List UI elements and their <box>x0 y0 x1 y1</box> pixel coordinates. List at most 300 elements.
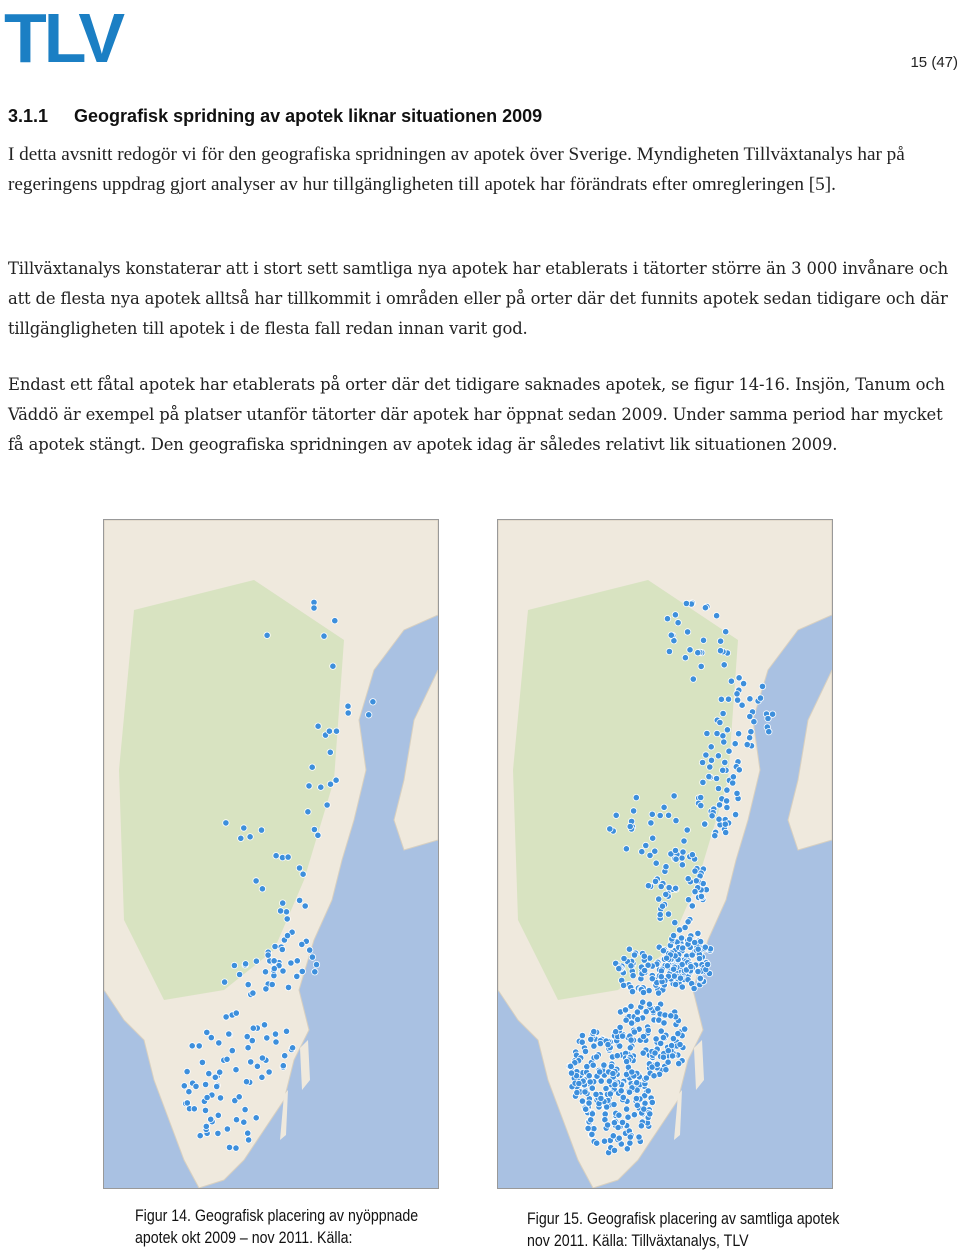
pharmacy-marker <box>215 1130 221 1136</box>
pharmacy-marker <box>273 853 279 859</box>
pharmacy-marker <box>672 885 678 891</box>
pharmacy-marker <box>233 1067 239 1073</box>
pharmacy-marker <box>247 834 253 840</box>
pharmacy-marker <box>673 817 679 823</box>
pharmacy-marker <box>259 886 265 892</box>
section-title: Geografisk spridning av apotek liknar situationen 2009 <box>74 106 543 126</box>
pharmacy-marker <box>730 780 736 786</box>
pharmacy-marker <box>746 735 752 741</box>
pharmacy-marker <box>610 1133 616 1139</box>
pharmacy-marker <box>700 779 706 785</box>
pharmacy-marker <box>672 981 678 987</box>
pharmacy-marker <box>732 811 738 817</box>
pharmacy-marker <box>713 775 719 781</box>
pharmacy-marker <box>226 1144 232 1150</box>
pharmacy-marker <box>759 683 765 689</box>
pharmacy-marker <box>679 862 685 868</box>
pharmacy-marker <box>574 1089 580 1095</box>
pharmacy-marker <box>271 965 277 971</box>
pharmacy-marker <box>217 1095 223 1101</box>
pharmacy-marker <box>248 1059 254 1065</box>
pharmacy-marker <box>660 1054 666 1060</box>
pharmacy-marker <box>726 748 732 754</box>
pharmacy-marker <box>634 1009 640 1015</box>
gotland-island <box>300 1040 310 1090</box>
pharmacy-marker <box>204 1029 210 1035</box>
pharmacy-marker <box>692 868 698 874</box>
pharmacy-marker <box>692 888 698 894</box>
pharmacy-marker <box>250 990 256 996</box>
pharmacy-marker <box>641 967 647 973</box>
pharmacy-marker <box>589 1085 595 1091</box>
pharmacy-marker <box>663 864 669 870</box>
pharmacy-marker <box>299 941 305 947</box>
pharmacy-marker <box>366 712 372 718</box>
pharmacy-marker <box>245 1137 251 1143</box>
pharmacy-marker <box>305 809 311 815</box>
pharmacy-marker <box>241 1119 247 1125</box>
pharmacy-marker <box>309 954 315 960</box>
pharmacy-marker <box>233 1117 239 1123</box>
pharmacy-marker <box>691 985 697 991</box>
pharmacy-marker <box>277 908 283 914</box>
pharmacy-marker <box>197 1133 203 1139</box>
pharmacy-marker <box>282 1053 288 1059</box>
pharmacy-marker <box>659 903 665 909</box>
pharmacy-marker <box>245 1130 251 1136</box>
pharmacy-marker <box>666 648 672 654</box>
pharmacy-marker <box>696 955 702 961</box>
tlv-logo <box>4 6 144 66</box>
pharmacy-marker <box>253 1115 259 1121</box>
pharmacy-marker <box>626 946 632 952</box>
pharmacy-marker <box>649 1099 655 1105</box>
pharmacy-marker <box>229 1047 235 1053</box>
pharmacy-marker <box>245 1045 251 1051</box>
figure-15-caption-line1: Figur 15. Geografisk placering av samtliga apotek <box>527 1210 840 1228</box>
pharmacy-marker <box>685 876 691 882</box>
pharmacy-marker <box>680 945 686 951</box>
pharmacy-marker <box>675 1030 681 1036</box>
pharmacy-marker <box>623 1106 629 1112</box>
pharmacy-marker <box>254 1063 260 1069</box>
pharmacy-marker <box>634 1102 640 1108</box>
pharmacy-marker <box>619 1033 625 1039</box>
pharmacy-marker <box>208 1034 214 1040</box>
pharmacy-marker <box>661 804 667 810</box>
pharmacy-marker <box>579 1039 585 1045</box>
pharmacy-marker <box>315 723 321 729</box>
pharmacy-marker <box>643 842 649 848</box>
pharmacy-marker <box>695 650 701 656</box>
pharmacy-marker <box>695 930 701 936</box>
pharmacy-marker <box>734 697 740 703</box>
pharmacy-marker <box>670 966 676 972</box>
pharmacy-marker <box>670 932 676 938</box>
pharmacy-marker <box>679 984 685 990</box>
pharmacy-marker <box>660 948 666 954</box>
pharmacy-marker <box>757 695 763 701</box>
pharmacy-marker <box>724 804 730 810</box>
pharmacy-marker <box>608 1063 614 1069</box>
pharmacy-marker <box>663 955 669 961</box>
pharmacy-marker <box>302 903 308 909</box>
pharmacy-marker <box>586 1073 592 1079</box>
pharmacy-marker <box>672 847 678 853</box>
pharmacy-marker <box>723 829 729 835</box>
pharmacy-marker <box>655 990 661 996</box>
pharmacy-marker <box>613 812 619 818</box>
pharmacy-marker <box>189 1043 195 1049</box>
pharmacy-marker <box>583 1106 589 1112</box>
pharmacy-marker <box>654 1061 660 1067</box>
pharmacy-marker <box>312 969 318 975</box>
pharmacy-marker <box>620 982 626 988</box>
pharmacy-marker <box>296 897 302 903</box>
pharmacy-marker <box>584 1063 590 1069</box>
pharmacy-marker <box>766 729 772 735</box>
pharmacy-marker <box>202 1081 208 1087</box>
pharmacy-marker <box>184 1068 190 1074</box>
pharmacy-marker <box>629 988 635 994</box>
pharmacy-marker <box>721 662 727 668</box>
figure-14-caption-line2: apotek okt 2009 – nov 2011. Källa: <box>135 1229 353 1247</box>
pharmacy-marker <box>662 1012 668 1018</box>
pharmacy-marker <box>695 968 701 974</box>
pharmacy-marker <box>707 764 713 770</box>
pharmacy-marker <box>718 696 724 702</box>
pharmacy-marker <box>645 1027 651 1033</box>
pharmacy-marker <box>665 1059 671 1065</box>
pharmacy-marker <box>629 1069 635 1075</box>
pharmacy-marker <box>585 1125 591 1131</box>
pharmacy-marker <box>266 1069 272 1075</box>
pharmacy-marker <box>605 1041 611 1047</box>
pharmacy-marker <box>716 802 722 808</box>
pharmacy-marker <box>631 1029 637 1035</box>
pharmacy-marker <box>616 965 622 971</box>
pharmacy-marker <box>722 821 728 827</box>
pharmacy-marker <box>591 1028 597 1034</box>
pharmacy-marker <box>284 916 290 922</box>
page-number: 15 (47) <box>910 54 958 71</box>
pharmacy-marker <box>611 1101 617 1107</box>
pharmacy-marker <box>693 878 699 884</box>
pharmacy-marker <box>597 1069 603 1075</box>
pharmacy-marker <box>640 1050 646 1056</box>
pharmacy-marker <box>700 637 706 643</box>
pharmacy-marker <box>669 1053 675 1059</box>
pharmacy-marker <box>687 647 693 653</box>
pharmacy-marker <box>723 629 729 635</box>
pharmacy-marker <box>642 1100 648 1106</box>
gotland-island <box>694 1040 704 1090</box>
pharmacy-marker <box>682 1026 688 1032</box>
pharmacy-marker <box>685 897 691 903</box>
pharmacy-marker <box>579 1032 585 1038</box>
pharmacy-marker <box>724 727 730 733</box>
pharmacy-marker <box>215 1112 221 1118</box>
pharmacy-marker <box>715 785 721 791</box>
pharmacy-marker <box>265 952 271 958</box>
pharmacy-marker <box>621 955 627 961</box>
figure-14-caption <box>135 1205 418 1249</box>
pharmacy-marker <box>658 1040 664 1046</box>
pharmacy-marker <box>318 784 324 790</box>
pharmacy-marker <box>698 893 704 899</box>
pharmacy-marker <box>645 883 651 889</box>
section-heading <box>8 106 542 127</box>
pharmacy-marker <box>682 655 688 661</box>
pharmacy-marker <box>588 1117 594 1123</box>
pharmacy-marker <box>594 1140 600 1146</box>
pharmacy-marker <box>645 1088 651 1094</box>
pharmacy-marker <box>689 852 695 858</box>
pharmacy-marker <box>649 811 655 817</box>
pharmacy-marker <box>582 1089 588 1095</box>
pharmacy-marker <box>345 710 351 716</box>
pharmacy-marker <box>306 783 312 789</box>
pharmacy-marker <box>203 1123 209 1129</box>
pharmacy-marker <box>734 691 740 697</box>
pharmacy-marker <box>315 832 321 838</box>
paragraph-intro: I detta avsnitt redogör vi för den geografiska spridningen av apotek över Sverige. Myndigheten Tillväxtanalys har på regeringens uppdrag gjort analyser av hur tillgängligheten till apotek har förändrats efter omregleringen [5]. <box>8 144 905 195</box>
pharmacy-marker <box>233 1145 239 1151</box>
pharmacy-marker <box>723 798 729 804</box>
pharmacy-marker <box>708 757 714 763</box>
pharmacy-marker <box>647 1111 653 1117</box>
pharmacy-marker <box>618 1088 624 1094</box>
pharmacy-marker <box>272 943 278 949</box>
pharmacy-marker <box>181 1083 187 1089</box>
pharmacy-marker <box>279 946 285 952</box>
sweden-map-new-pharmacies <box>104 520 438 1188</box>
pharmacy-marker <box>202 1107 208 1113</box>
pharmacy-marker <box>699 759 705 765</box>
pharmacy-marker <box>675 620 681 626</box>
pharmacy-marker <box>591 1043 597 1049</box>
pharmacy-marker <box>641 1106 647 1112</box>
pharmacy-marker <box>689 903 695 909</box>
pharmacy-marker <box>324 802 330 808</box>
pharmacy-marker <box>184 1100 190 1106</box>
sweden-map-all-pharmacies <box>498 520 832 1188</box>
pharmacy-marker <box>739 702 745 708</box>
pharmacy-marker <box>582 1048 588 1054</box>
pharmacy-marker <box>656 896 662 902</box>
pharmacy-marker <box>666 884 672 890</box>
pharmacy-marker <box>631 1112 637 1118</box>
pharmacy-marker <box>717 638 723 644</box>
pharmacy-marker <box>243 1079 249 1085</box>
pharmacy-marker <box>697 975 703 981</box>
pharmacy-marker <box>241 825 247 831</box>
pharmacy-marker <box>740 680 746 686</box>
pharmacy-marker <box>702 605 708 611</box>
pharmacy-marker <box>627 1140 633 1146</box>
pharmacy-marker <box>747 696 753 702</box>
pharmacy-marker <box>288 960 294 966</box>
pharmacy-marker <box>612 1082 618 1088</box>
pharmacy-marker <box>253 958 259 964</box>
pharmacy-marker <box>258 827 264 833</box>
pharmacy-marker <box>593 1054 599 1060</box>
pharmacy-marker <box>640 999 646 1005</box>
pharmacy-marker <box>224 1126 230 1132</box>
pharmacy-marker <box>311 826 317 832</box>
pharmacy-marker <box>673 856 679 862</box>
pharmacy-marker <box>652 1050 658 1056</box>
pharmacy-marker <box>590 1062 596 1068</box>
pharmacy-marker <box>665 911 671 917</box>
figure-14-caption-line1: Figur 14. Geografisk placering av nyöppnade <box>135 1207 419 1225</box>
pharmacy-marker <box>664 616 670 622</box>
pharmacy-marker <box>677 1041 683 1047</box>
pharmacy-marker <box>309 764 315 770</box>
pharmacy-marker <box>273 1039 279 1045</box>
pharmacy-marker <box>626 1089 632 1095</box>
pharmacy-marker <box>717 648 723 654</box>
pharmacy-marker <box>640 989 646 995</box>
pharmacy-marker <box>672 612 678 618</box>
pharmacy-marker <box>221 979 227 985</box>
pharmacy-marker <box>703 752 709 758</box>
pharmacy-marker <box>614 1053 620 1059</box>
pharmacy-marker <box>664 963 670 969</box>
pharmacy-marker <box>236 1094 242 1100</box>
figure-15-caption <box>527 1208 839 1252</box>
pharmacy-marker <box>283 1028 289 1034</box>
pharmacy-marker <box>261 1022 267 1028</box>
pharmacy-marker <box>704 730 710 736</box>
pharmacy-marker <box>294 973 300 979</box>
pharmacy-marker <box>616 1135 622 1141</box>
pharmacy-marker <box>300 871 306 877</box>
pharmacy-marker <box>633 1095 639 1101</box>
pharmacy-marker <box>717 719 723 725</box>
pharmacy-marker <box>576 1080 582 1086</box>
pharmacy-marker <box>236 971 242 977</box>
pharmacy-marker <box>250 1025 256 1031</box>
pharmacy-marker <box>623 1058 629 1064</box>
pharmacy-marker <box>589 1131 595 1137</box>
pharmacy-marker <box>638 1123 644 1129</box>
pharmacy-marker <box>630 808 636 814</box>
paragraph-tillvaxtanalys: Tillväxtanalys konstaterar att i stort sett samtliga nya apotek har etablerats i tätorter större än 3 000 invånare och att de flesta nya apotek alltså har tillkommit i områden eller på orter där det funnits apotek sedan tidigare och där tillgängligheten till apotek i de flesta fall redan innan varit god. <box>8 259 949 338</box>
pharmacy-marker <box>264 632 270 638</box>
pharmacy-marker <box>744 741 750 747</box>
pharmacy-marker <box>672 919 678 925</box>
pharmacy-marker <box>627 823 633 829</box>
pharmacy-marker <box>611 1147 617 1153</box>
pharmacy-marker <box>619 1119 625 1125</box>
pharmacy-marker <box>628 963 634 969</box>
pharmacy-marker <box>628 1037 634 1043</box>
pharmacy-marker <box>568 1070 574 1076</box>
pharmacy-marker <box>604 1122 610 1128</box>
pharmacy-marker <box>233 1010 239 1016</box>
pharmacy-marker <box>653 860 659 866</box>
pharmacy-marker <box>299 968 305 974</box>
pharmacy-marker <box>294 958 300 964</box>
pharmacy-marker <box>732 741 738 747</box>
pharmacy-marker <box>280 1063 286 1069</box>
pharmacy-marker <box>665 812 671 818</box>
pharmacy-marker <box>736 675 742 681</box>
pharmacy-marker <box>677 975 683 981</box>
pharmacy-marker <box>330 663 336 669</box>
pharmacy-marker <box>610 1070 616 1076</box>
pharmacy-marker <box>650 835 656 841</box>
pharmacy-marker <box>676 1060 682 1066</box>
pharmacy-marker <box>283 909 289 915</box>
pharmacy-marker <box>671 973 677 979</box>
pharmacy-marker <box>271 958 277 964</box>
pharmacy-marker <box>224 1056 230 1062</box>
figure-14-map <box>103 519 439 1189</box>
pharmacy-marker <box>657 911 663 917</box>
pharmacy-marker <box>311 605 317 611</box>
pharmacy-marker <box>191 1106 197 1112</box>
pharmacy-marker <box>690 676 696 682</box>
pharmacy-marker <box>616 1112 622 1118</box>
pharmacy-marker <box>722 759 728 765</box>
pharmacy-marker <box>663 1067 669 1073</box>
pharmacy-marker <box>269 981 275 987</box>
pharmacy-marker <box>625 1114 631 1120</box>
pharmacy-marker <box>634 1016 640 1022</box>
pharmacy-marker <box>579 1098 585 1104</box>
pharmacy-marker <box>242 961 248 967</box>
pharmacy-marker <box>671 793 677 799</box>
pharmacy-marker <box>588 1036 594 1042</box>
pharmacy-marker <box>658 883 664 889</box>
pharmacy-marker <box>678 935 684 941</box>
pharmacy-marker <box>259 1074 265 1080</box>
pharmacy-marker <box>623 846 629 852</box>
pharmacy-marker <box>636 1134 642 1140</box>
pharmacy-marker <box>226 1031 232 1037</box>
pharmacy-marker <box>586 1100 592 1106</box>
paragraph-few-pharmacies: Endast ett fåtal apotek har etablerats på orter där det tidigare saknades apotek, se figur 14-16. Insjön, Tanum och Väddö är exempel på platser utanför tätorter där apotek har öppnat sedan 2009. Under samma period har mycket få apotek stängt. Den geografiska spridningen av apotek idag är således relativt lik situationen 2009. <box>8 375 945 454</box>
pharmacy-marker <box>716 816 722 822</box>
svg-text:TLV: TLV <box>4 6 123 66</box>
pharmacy-marker <box>284 932 290 938</box>
pharmacy-marker <box>285 984 291 990</box>
pharmacy-marker <box>223 820 229 826</box>
pharmacy-marker <box>648 820 654 826</box>
pharmacy-marker <box>714 730 720 736</box>
pharmacy-marker <box>567 1063 573 1069</box>
pharmacy-marker <box>728 678 734 684</box>
pharmacy-marker <box>208 1116 214 1122</box>
pharmacy-marker <box>598 1095 604 1101</box>
pharmacy-marker <box>214 1083 220 1089</box>
pharmacy-marker <box>748 729 754 735</box>
pharmacy-marker <box>620 1094 626 1100</box>
figure-15-map <box>497 519 833 1189</box>
pharmacy-marker <box>272 1031 278 1037</box>
pharmacy-marker <box>661 1020 667 1026</box>
pharmacy-marker <box>708 744 714 750</box>
pharmacy-marker <box>370 699 376 705</box>
pharmacy-marker <box>657 812 663 818</box>
pharmacy-marker <box>622 1007 628 1013</box>
pharmacy-marker <box>333 777 339 783</box>
pharmacy-marker <box>307 947 313 953</box>
pharmacy-marker <box>698 802 704 808</box>
pharmacy-marker <box>685 919 691 925</box>
